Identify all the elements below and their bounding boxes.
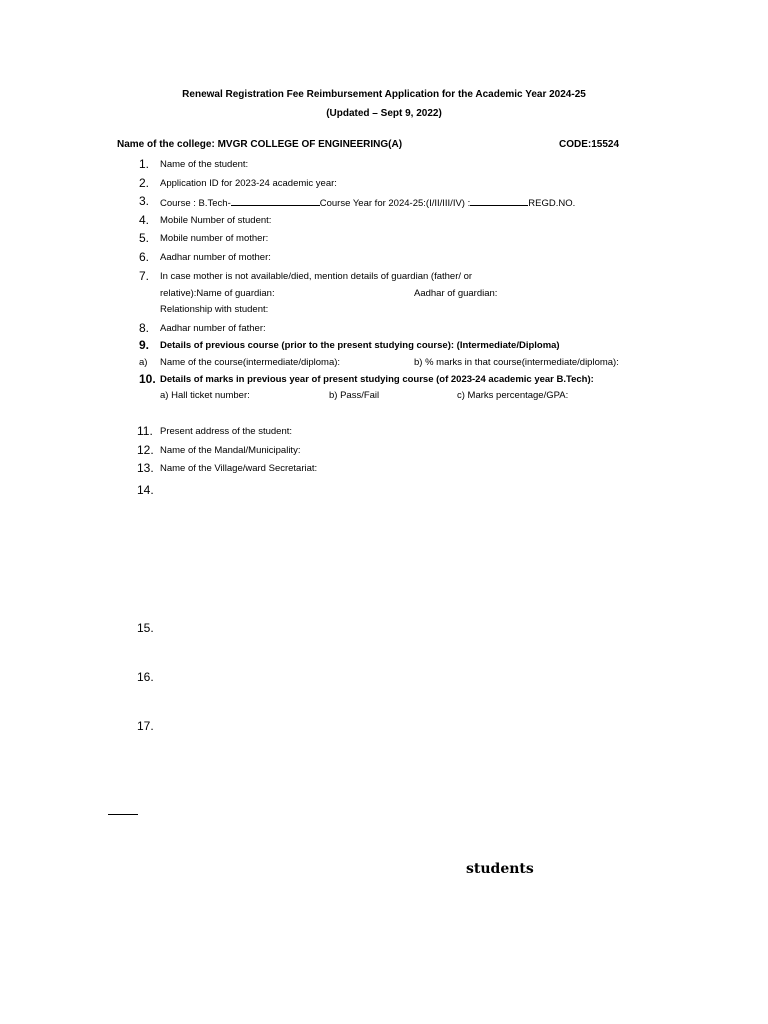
item-number-8: 8. (139, 321, 150, 335)
application-id-label: Application ID for 2023-24 academic year: (160, 178, 337, 189)
form-updated-date: (Updated – Sept 9, 2022) (326, 108, 442, 119)
course-label: Course : B.Tech- (160, 198, 231, 209)
mother-mobile-label: Mobile number of mother: (160, 233, 269, 244)
previous-course-name-label: Name of the course(intermediate/diploma): (160, 357, 341, 368)
item-number-15: 15. (137, 621, 154, 635)
students-text: students (466, 861, 534, 877)
item-number-5: 5. (139, 231, 150, 245)
item-number-12: 12. (137, 443, 154, 457)
item-number-13: 13. (137, 461, 154, 475)
course-line (160, 196, 575, 209)
item-number-1: 1. (139, 157, 150, 171)
item-number-16: 16. (137, 670, 154, 684)
mandal-label: Name of the Mandal/Municipality: (160, 445, 301, 456)
guardian-name-label: relative):Name of guardian: (160, 288, 275, 299)
item-number-9: 9. (139, 338, 150, 352)
item-number-2: 2. (139, 176, 150, 190)
form-title: Renewal Registration Fee Reimbursement Application for the Academic Year 2024-25 (182, 89, 586, 100)
marks-percentage-label: c) Marks percentage/GPA: (457, 390, 569, 401)
guardian-instruction-line1: In case mother is not available/died, mention details of guardian (father/ or (160, 271, 473, 282)
item-number-4: 4. (139, 213, 150, 227)
item-letter-a: a) (139, 357, 148, 368)
item-number-17: 17. (137, 719, 154, 733)
pass-fail-label: b) Pass/Fail (329, 390, 380, 401)
item-number-6: 6. (139, 250, 150, 264)
previous-year-marks-heading: Details of marks in previous year of present studying course (of 2023-24 academic year B.Tech): (160, 374, 594, 385)
item-number-14: 14. (137, 483, 154, 497)
item-number-10: 10. (139, 372, 156, 386)
student-name-label: Name of the student: (160, 159, 249, 170)
course-year-label: Course Year for 2024-25:(I/II/III/IV) : (319, 198, 471, 209)
item-number-7: 7. (139, 269, 150, 283)
regd-no-label: REGD.NO. (528, 198, 576, 209)
guardian-relationship-label: Relationship with student: (160, 304, 269, 315)
present-address-label: Present address of the student: (160, 426, 293, 437)
mother-aadhar-label: Aadhar number of mother: (160, 252, 271, 263)
item-number-11: 11. (137, 424, 153, 438)
previous-course-marks-label: b) % marks in that course(intermediate/diploma): (414, 357, 619, 368)
footer-rule (108, 814, 138, 815)
village-secretariat-label: Name of the Village/ward Secretariat: (160, 463, 318, 474)
college-code: CODE:15524 (559, 139, 620, 150)
student-mobile-label: Mobile Number of student: (160, 215, 272, 226)
guardian-aadhar-label: Aadhar of guardian: (414, 288, 498, 299)
hall-ticket-label: a) Hall ticket number: (160, 390, 250, 401)
previous-course-heading: Details of previous course (prior to the present studying course): (Intermediate/Diploma) (160, 340, 560, 351)
course-year-blank (470, 196, 528, 206)
item-number-3: 3. (139, 194, 150, 208)
father-aadhar-label: Aadhar number of father: (160, 323, 266, 334)
course-blank (231, 196, 320, 206)
college-name: Name of the college: MVGR COLLEGE OF ENGINEERING(A) (117, 139, 403, 150)
